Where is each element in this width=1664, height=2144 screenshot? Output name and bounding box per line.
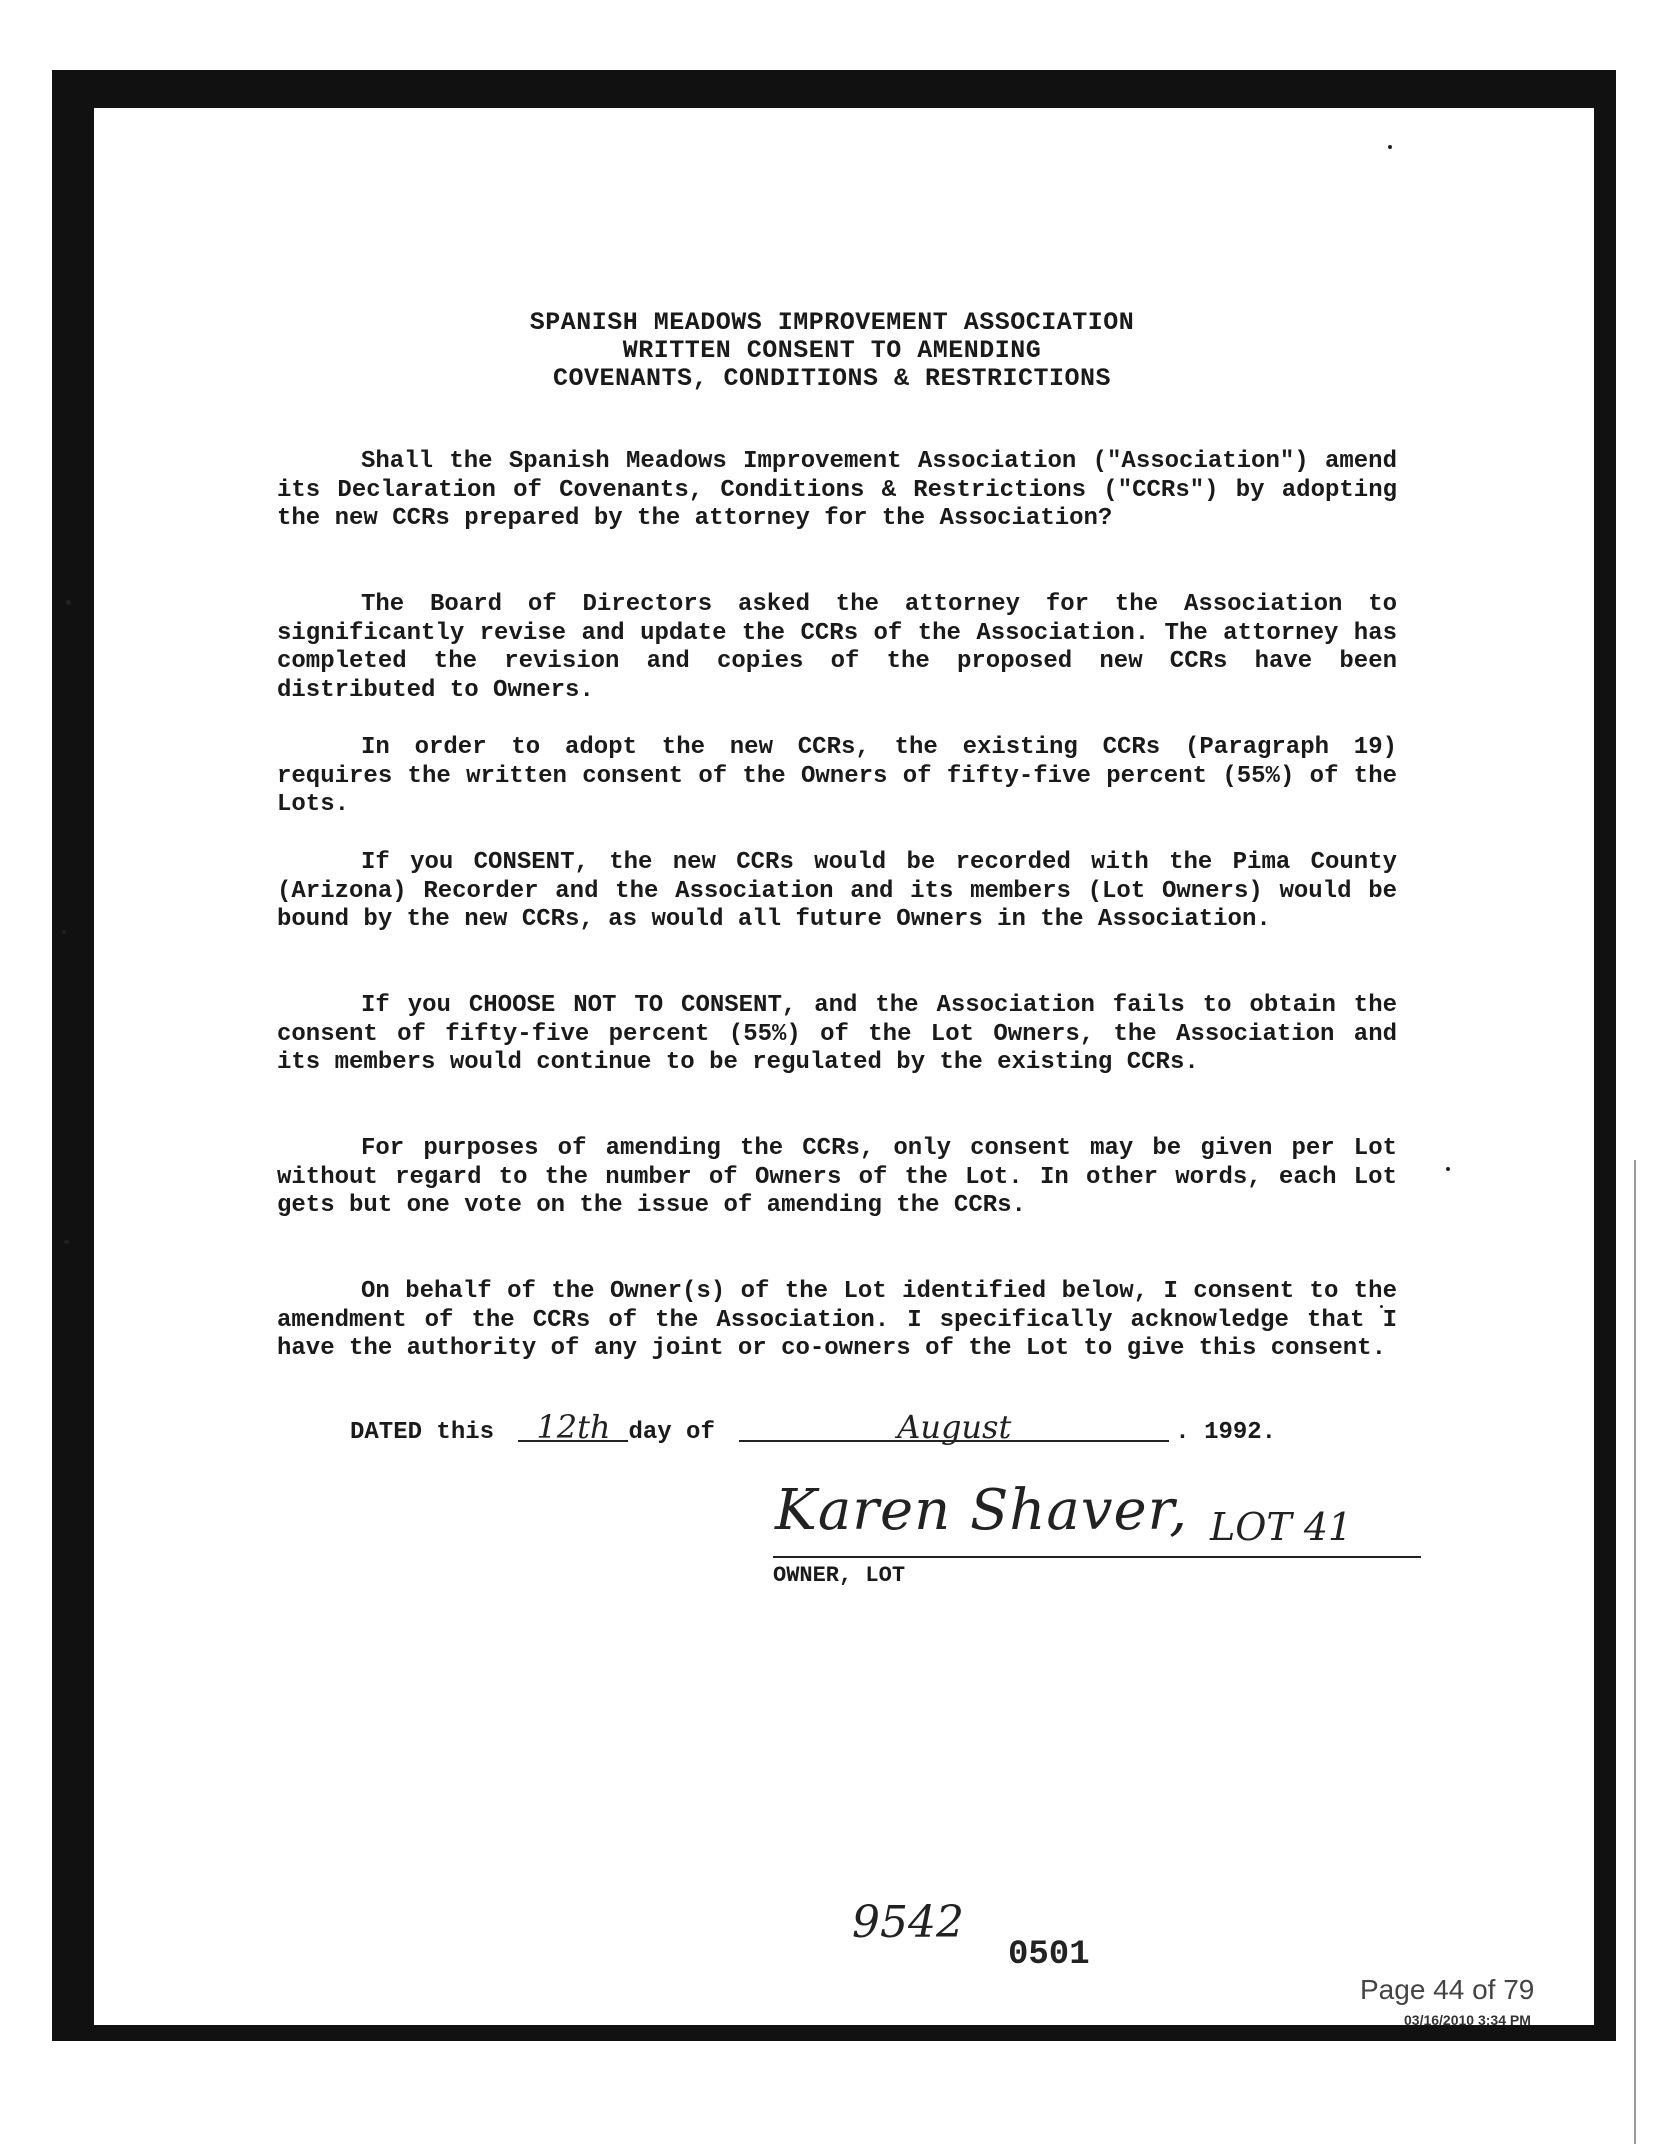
paragraph-question: Shall the Spanish Meadows Improvement Association ("Association") amend its Declaration of Covenants, Conditions & Restrictions ("CCRs") by adopting the new CCRs prepared by the attorney for the Association? <box>277 448 1397 532</box>
printed-record-number: 0501 <box>1008 1936 1090 1974</box>
paragraph-board-revision: The Board of Directors asked the attorney for the Association to significantly revise and update the CCRs of the Association. The attorney has completed the revision and copies of the proposed new CCRs have been distributed to Owners. <box>277 591 1397 704</box>
owner-lot-label: OWNER, LOT <box>773 1563 906 1588</box>
paragraph-one-vote-per-lot: For purposes of amending the CCRs, only consent may be given per Lot without regard to the number of Owners of the Lot. In other words, each Lot gets but one vote on the issue of amending the CCRs. <box>277 1135 1397 1219</box>
dated-year: . 1992. <box>1175 1419 1277 1446</box>
scan-speck <box>1388 145 1392 149</box>
paragraph-owner-consent: On behalf of the Owner(s) of the Lot identified below, I consent to the amendment of the CCRs of the Association. I specifically acknowledge that I have the authority of any joint or co-owners of the Lot to give this consent. <box>277 1278 1397 1362</box>
dated-month-field: August <box>739 1414 1169 1442</box>
dated-line <box>350 1408 1277 1446</box>
page-number: Page 44 of 79 <box>1360 1974 1535 2005</box>
paragraph-if-consent: If you CONSENT, the new CCRs would be recorded with the Pima County (Arizona) Recorder and the Association and its members (Lot Owners) would be bound by the new CCRs, as would all future Owners in the Association. <box>277 849 1397 933</box>
signature-line <box>773 1556 1421 1558</box>
scan-speck <box>66 600 71 605</box>
dated-day-field: 12th <box>518 1414 628 1442</box>
paragraph-consent-requirement: In order to adopt the new CCRs, the existing CCRs (Paragraph 19) requires the written consent of the Owners of fifty-five percent (55%) of the Lots. <box>277 734 1397 818</box>
document-title-line-3: COVENANTS, CONDITIONS & RESTRICTIONS <box>552 364 1112 393</box>
document-title-line-2: WRITTEN CONSENT TO AMENDING <box>622 336 1042 365</box>
print-timestamp: 03/16/2010 3:34 PM <box>1404 2012 1531 2028</box>
scan-speck <box>62 930 66 934</box>
document-title-line-1: SPANISH MEADOWS IMPROVEMENT ASSOCIATION <box>529 308 1135 337</box>
handwritten-record-number: 9542 <box>852 1897 964 1948</box>
scan-edge-line <box>1634 1160 1636 2144</box>
dated-prefix: DATED this <box>350 1419 495 1446</box>
owner-signature: Karen Shaver, <box>775 1478 1189 1543</box>
signature-lot-number: LOT 41 <box>1210 1505 1353 1549</box>
paragraph-if-not-consent: If you CHOOSE NOT TO CONSENT, and the Association fails to obtain the consent of fifty-five percent (55%) of the Lot Owners, the Association and its members would continue to be regulated by the existing CCRs. <box>277 992 1397 1076</box>
scan-speck <box>1446 1167 1450 1171</box>
scan-speck <box>64 1240 69 1244</box>
dated-middle: day of <box>628 1419 715 1446</box>
